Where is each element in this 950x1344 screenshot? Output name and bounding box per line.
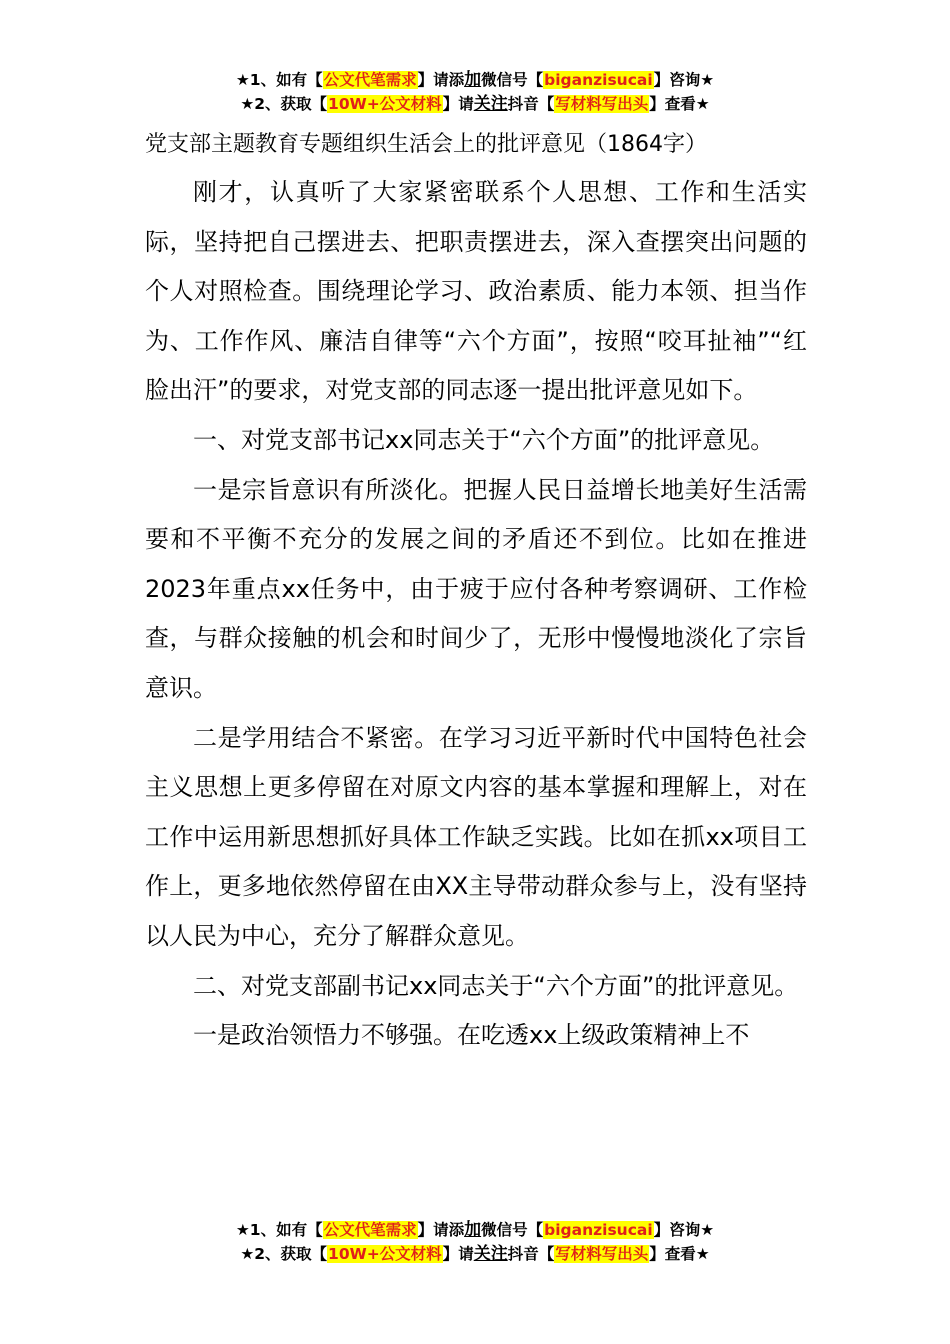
highlighted-douyin-id: 写材料写出头 xyxy=(555,95,649,113)
highlighted-service-text: 公文代笔需求 xyxy=(323,71,417,89)
paragraph-intro: 刚才，认真听了大家紧密联系个人思想、工作和生活实际，坚持把自己摆进去、把职责摆进去，深入查摆突出问题的个人对照检查。围绕理论学习、政治素质、能力本领、担当作为、工作作风、廉洁自律等“六个方面”，按照“咬耳扯袖”“红脸出汗”的要求，对党支部的同志逐一提出批评意见如下。 xyxy=(145,178,807,405)
banner-text: 微信号【 xyxy=(481,1221,544,1239)
banner-text: ★1、如有【 xyxy=(235,71,323,89)
highlighted-wechat-id: biganzisucai xyxy=(544,1221,653,1239)
paragraph-point-3: 一是政治领悟力不够强。在吃透xx上级政策精神上不 xyxy=(193,1021,750,1050)
banner-emphasis: 加 xyxy=(464,70,482,90)
highlighted-material-text: 10W+公文材料 xyxy=(328,95,442,113)
banner-text: 抖音【 xyxy=(507,1245,555,1263)
banner-text: 】请 xyxy=(442,95,474,113)
paragraph-point-1: 一是宗旨意识有所淡化。把握人民日益增长地美好生活需要和不平衡不充分的发展之间的矛盾还不到位。比如在推进2023年重点xx任务中，由于疲于应付各种考察调研、工作检查，与群众接触的机会和时间少了，无形中慢慢地淡化了宗旨意识。 xyxy=(145,475,807,702)
document-body xyxy=(145,127,807,1061)
banner-text: 】请添 xyxy=(417,71,465,89)
banner-text: 】查看★ xyxy=(649,95,710,113)
banner-text: ★2、获取【 xyxy=(240,95,328,113)
footer-banner xyxy=(0,1218,950,1266)
banner-emphasis: 关注 xyxy=(473,94,508,114)
banner-text: 抖音【 xyxy=(507,95,555,113)
document-title: 党支部主题教育专题组织生活会上的批评意见（1864字） xyxy=(145,132,707,157)
banner-text: 】咨询★ xyxy=(653,71,715,89)
section-heading-deputy-secretary: 二、对党支部副书记xx同志关于“六个方面”的批评意见。 xyxy=(193,971,799,1000)
banner-text: 】咨询★ xyxy=(653,1221,715,1239)
banner-line-1 xyxy=(0,1218,950,1242)
highlighted-service-text: 公文代笔需求 xyxy=(323,1221,417,1239)
paragraph-point-2: 二是学用结合不紧密。在学习习近平新时代中国特色社会主义思想上更多停留在对原文内容的基本掌握和理解上，对在工作中运用新思想抓好具体工作缺乏实践。比如在抓xx项目工作上，更多地依然停留在由XX主导带动群众参与上，没有坚持以人民为中心，充分了解群众意见。 xyxy=(145,723,807,950)
banner-line-2 xyxy=(0,1242,950,1266)
banner-text: ★1、如有【 xyxy=(235,1221,323,1239)
banner-line-1 xyxy=(0,68,950,92)
banner-text: ★2、获取【 xyxy=(240,1245,328,1263)
section-heading-secretary: 一、对党支部书记xx同志关于“六个方面”的批评意见。 xyxy=(193,425,775,454)
highlighted-wechat-id: biganzisucai xyxy=(544,71,653,89)
header-banner xyxy=(0,68,950,116)
banner-text: 】请 xyxy=(442,1245,474,1263)
banner-text: 】请添 xyxy=(417,1221,465,1239)
banner-line-2 xyxy=(0,92,950,116)
banner-emphasis: 加 xyxy=(464,1220,482,1240)
banner-text: 微信号【 xyxy=(481,71,544,89)
highlighted-douyin-id: 写材料写出头 xyxy=(555,1245,649,1263)
highlighted-material-text: 10W+公文材料 xyxy=(328,1245,442,1263)
banner-text: 】查看★ xyxy=(649,1245,710,1263)
banner-emphasis: 关注 xyxy=(473,1244,508,1264)
